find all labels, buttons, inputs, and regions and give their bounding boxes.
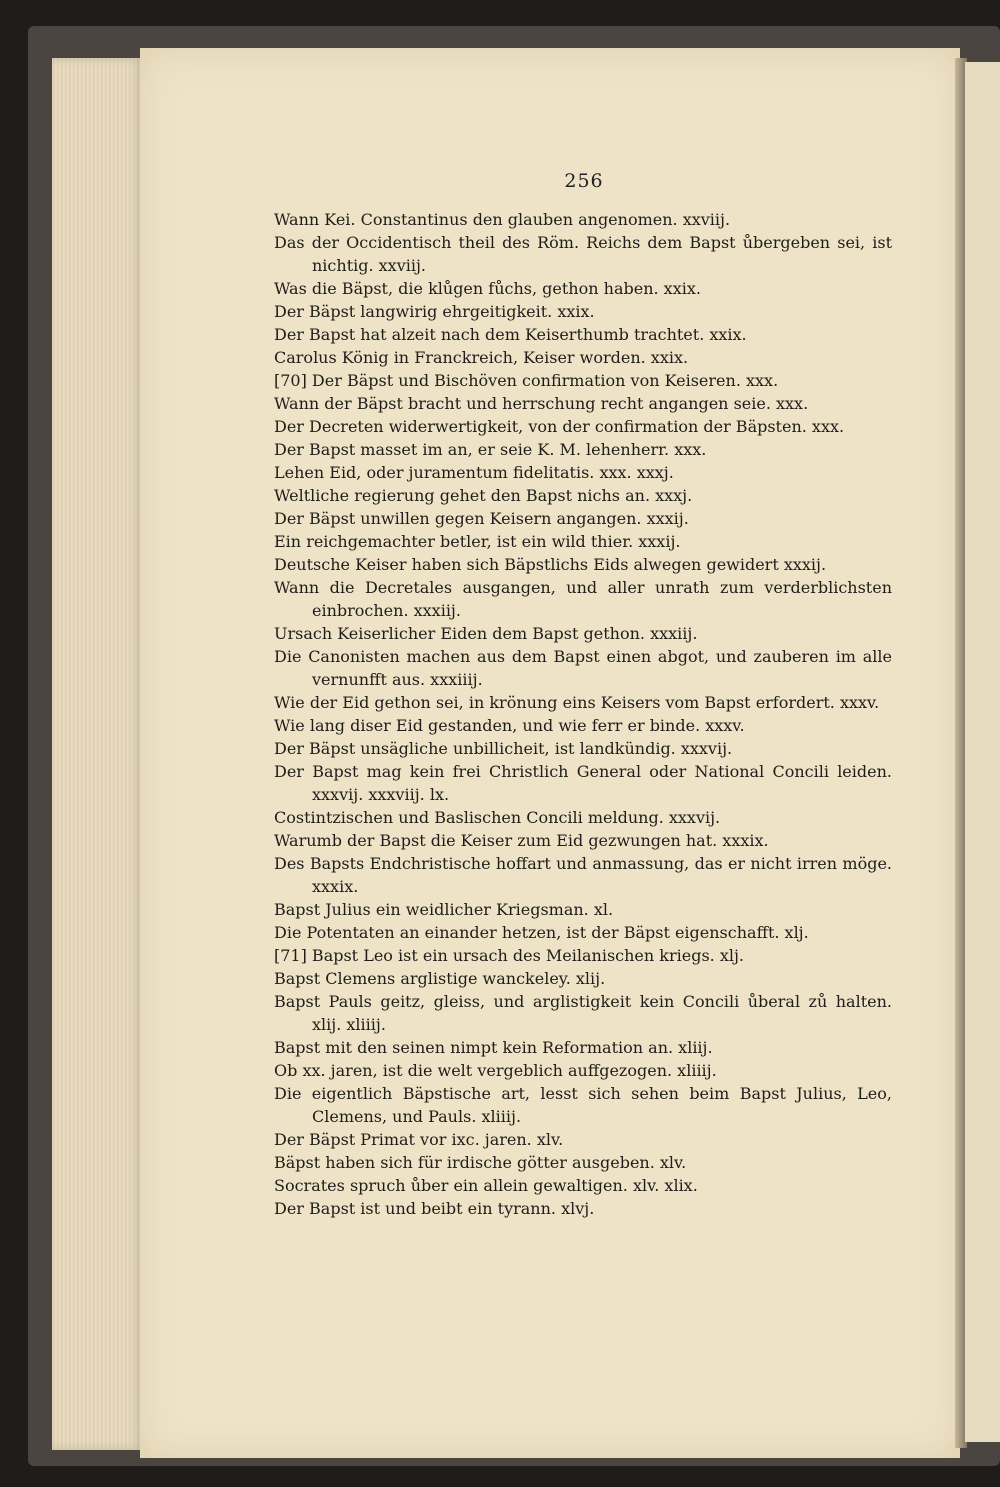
index-entry: Bapst mit den seinen nimpt kein Reformation an. xliij. [274, 1038, 713, 1057]
index-entry: Die eigentlich Bäpstische art, lesst sich sehen beim Bapst Julius, Leo, Clemens, und Pauls. xliiij. [274, 1084, 892, 1126]
index-entry: Der Bäpst unwillen gegen Keisern angangen. xxxij. [274, 509, 689, 528]
index-entry: Der Bäpst unsägliche unbillicheit, ist landkündig. xxxvij. [274, 739, 733, 758]
index-entry: Bapst Clemens arglistige wanckeley. xlij. [274, 969, 606, 988]
index-entry: Der Bäpst Primat vor ixc. jaren. xlv. [274, 1130, 564, 1149]
index-entry: Der Decreten widerwertigkeit, von der confirmation der Bäpsten. xxx. [274, 417, 845, 436]
index-entry: Des Bapsts Endchristische hoffart und anmassung, das er nicht irren möge. xxxix. [274, 854, 892, 896]
page-number: 256 [564, 170, 604, 192]
index-entry: Bäpst haben sich für irdische götter ausgeben. xlv. [274, 1153, 687, 1172]
index-entry: Das der Occidentisch theil des Röm. Reichs dem Bapst ůbergeben sei, ist nichtig. xxviij. [274, 233, 892, 275]
index-entry: Lehen Eid, oder juramentum fidelitatis. xxx. xxxj. [274, 463, 674, 482]
index-entry: Der Bapst ist und beibt ein tyrann. xlvj. [274, 1199, 595, 1218]
index-entry: Die Canonisten machen aus dem Bapst einen abgot, und zauberen im alle vernunfft aus. xxxiiij. [274, 647, 892, 689]
index-entry: [71] Bapst Leo ist ein ursach des Meilanischen kriegs. xlj. [274, 946, 745, 965]
index-entry: Wann Kei. Constantinus den glauben angenomen. xxviij. [274, 210, 731, 229]
index-entry: Wann der Bäpst bracht und herrschung recht angangen seie. xxx. [274, 394, 809, 413]
index-entry: [70] Der Bäpst und Bischöven confirmation von Keiseren. xxx. [274, 371, 779, 390]
index-entry: Deutsche Keiser haben sich Bäpstlichs Eids alwegen gewidert xxxij. [274, 555, 827, 574]
facing-page-edge [965, 62, 1000, 1442]
index-entry: Die Potentaten an einander hetzen, ist der Bäpst eigenschafft. xlj. [274, 923, 809, 942]
index-entry: Der Bapst hat alzeit nach dem Keiserthumb trachtet. xxix. [274, 325, 747, 344]
index-entry: Der Bapst masset im an, er seie K. M. lehenherr. xxx. [274, 440, 707, 459]
index-entry: Bapst Julius ein weidlicher Kriegsman. xl. [274, 900, 614, 919]
index-entry: Wann die Decretales ausgangen, und aller unrath zum verderblichsten einbrochen. xxxiij. [274, 578, 892, 620]
index-entry: Ursach Keiserlicher Eiden dem Bapst gethon. xxxiij. [274, 624, 698, 643]
index-entry: Was die Bäpst, die klůgen fůchs, gethon haben. xxix. [274, 279, 701, 298]
index-entry: Der Bäpst langwirig ehrgeitigkeit. xxix. [274, 302, 595, 321]
index-entry: Costintzischen und Baslischen Concili meldung. xxxvij. [274, 808, 721, 827]
index-entry: Warumb der Bapst die Keiser zum Eid gezwungen hat. xxxix. [274, 831, 769, 850]
index-entry: Wie der Eid gethon sei, in krönung eins Keisers vom Bapst erfordert. xxxv. [274, 693, 880, 712]
index-entry: Carolus König in Franckreich, Keiser worden. xxix. [274, 348, 689, 367]
index-entry: Ob xx. jaren, ist die welt vergeblich auffgezogen. xliiij. [274, 1061, 717, 1080]
index-entry: Ein reichgemachter betler, ist ein wild thier. xxxij. [274, 532, 681, 551]
index-entry: Der Bapst mag kein frei Christlich General oder National Concili leiden. xxxvij. xxxviij. lx. [274, 762, 892, 804]
index-entry: Socrates spruch ůber ein allein gewaltigen. xlv. xlix. [274, 1176, 698, 1195]
index-entry: Bapst Pauls geitz, gleiss, und arglistigkeit kein Concili ůberal zů halten. xlij. xliiij. [274, 992, 892, 1034]
page-edges [52, 58, 144, 1450]
index-entries [274, 208, 892, 1220]
index-entry: Weltliche regierung gehet den Bapst nichs an. xxxj. [274, 486, 693, 505]
index-entry: Wie lang diser Eid gestanden, und wie ferr er binde. xxxv. [274, 716, 745, 735]
